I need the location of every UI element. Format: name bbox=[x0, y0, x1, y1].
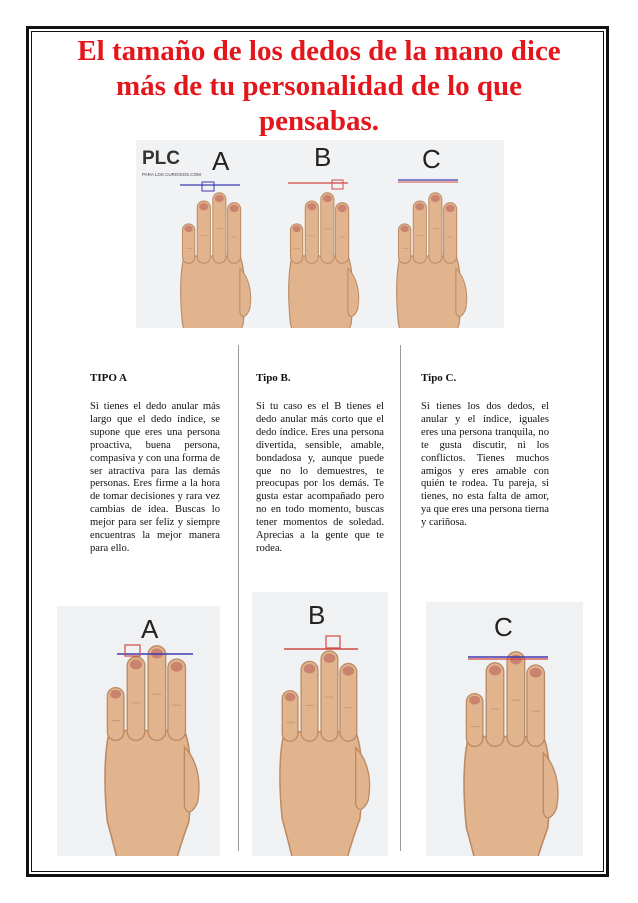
column-divider bbox=[400, 345, 401, 851]
column-body: Si tu caso es el B tienes el dedo anular más corto que el dedo índice. Eres una persona divertida, sensible, amable, bondadosa y, aunque puede que no lo demuestres, te preocupas por los demás. Te gusta estar acompañado pero no en todo momento, buscas tener momentos de soledad. Aprecias a la gente que te rodea. bbox=[256, 401, 384, 554]
column-divider bbox=[238, 345, 239, 851]
hero-logo: PLC bbox=[142, 148, 180, 169]
hero-label-a: A bbox=[212, 146, 230, 176]
column-tipo-a bbox=[90, 372, 220, 556]
column-heading: Tipo C. bbox=[421, 372, 457, 384]
hero-label-c: C bbox=[422, 144, 441, 174]
page-title: El tamaño de los dedos de la mano dice más de tu personalidad de lo que pensabas. bbox=[77, 35, 561, 137]
column-tipo-b bbox=[256, 372, 384, 556]
hero-logo-sub: PARA LOS CURIOSOS.COM bbox=[142, 172, 201, 177]
photo-tipo-a bbox=[57, 606, 220, 856]
column-tipo-c bbox=[421, 372, 549, 530]
column-heading: Tipo B. bbox=[256, 372, 291, 384]
photo-label: B bbox=[308, 600, 326, 630]
photo-label: A bbox=[141, 614, 159, 644]
photo-tipo-c bbox=[426, 602, 583, 856]
hero-image bbox=[136, 140, 504, 328]
column-body: Si tienes el dedo anular más largo que el dedo índice, se supone que eres una persona proactiva, buena persona, compasiva y con una forma de ser atractiva para las demás personas. Eres firme a la hora de tomar decisiones y rara vez cambias de idea. Buscas lo mejor para ser feliz y siempre encuentras la mejor manera para ello. bbox=[90, 401, 220, 554]
column-body: Si tienes los dos dedos, el anular y el índice, iguales eres una persona tranquila, no te gusta discutir, ni los conflictos. Tienes muchos amigos y eres amable con quién te rodea. Tu pareja, si tienes, no esta falta de amor, ya que eres una persona tierna y cariñosa. bbox=[421, 401, 549, 529]
photo-tipo-b bbox=[252, 592, 388, 856]
column-heading: TIPO A bbox=[90, 372, 127, 384]
hero-label-b: B bbox=[314, 142, 332, 172]
photo-label: C bbox=[494, 612, 513, 642]
